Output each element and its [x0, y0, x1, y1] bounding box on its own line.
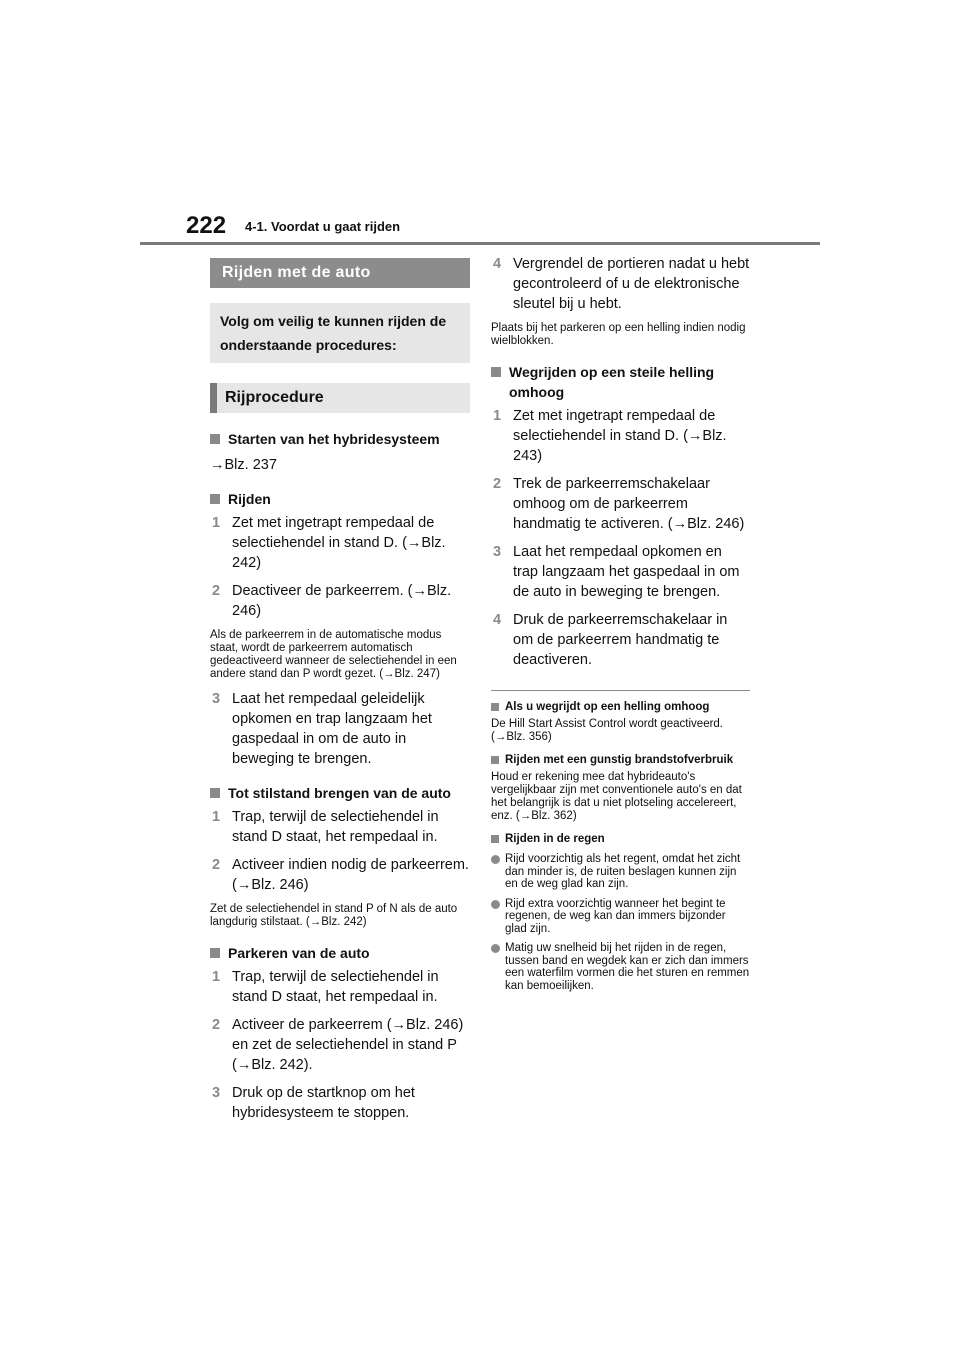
info-text: Houd er rekening mee dat hybrideauto's vergelijkbaar zijn met conventionele auto's en dat het belangrijk is dat u niet plotseling accelereert, enz. (→Blz. 362)	[491, 771, 742, 822]
page-number: 222	[186, 212, 227, 239]
step-number: 1	[212, 809, 221, 825]
note-text: Zet de selectiehendel in stand P of N als de auto langdurig stilstaat. (→Blz. 242)	[210, 903, 458, 928]
round-bullet-icon	[491, 900, 500, 909]
section-banner: Rijprocedure	[210, 383, 470, 413]
step-item	[210, 855, 470, 895]
step-number: 2	[212, 1017, 221, 1033]
step-item	[210, 967, 470, 1007]
step-text: Deactiveer de parkeerrem. (→Blz. 246)	[232, 583, 452, 619]
info-text: De Hill Start Assist Control wordt geactiveerd. (→Blz. 356)	[491, 718, 724, 743]
step-item	[210, 689, 470, 769]
step-item	[491, 254, 750, 314]
step-number: 3	[493, 544, 502, 560]
step-item	[491, 542, 750, 602]
step-item	[210, 1083, 470, 1123]
step-number: 4	[493, 612, 502, 628]
step-text: Trek de parkeerremschakelaar omhoog om de parkeerrem handmatig te activeren. (→Blz. 246)	[513, 476, 745, 532]
square-bullet-icon	[210, 788, 220, 798]
page-reference: →Blz. 237	[210, 457, 277, 473]
bullet-text: Matig uw snelheid bij het rijden in de regen, tussen band en wegdek kan er zich dan immers een waterfilm vormen die het sturen en remmen kan bemoeilijken.	[505, 942, 750, 992]
heading-text: Als u wegrijdt op een helling omhoog	[505, 701, 710, 713]
square-bullet-icon	[491, 367, 501, 377]
step-text: Druk de parkeerremschakelaar in om de parkeerrem handmatig te deactiveren.	[513, 612, 728, 668]
step-number: 1	[212, 969, 221, 985]
step-number: 1	[493, 408, 502, 424]
step-number: 2	[493, 476, 502, 492]
step-number: 2	[212, 583, 221, 599]
step-item	[210, 513, 470, 573]
bullet-item	[491, 942, 750, 992]
step-number: 4	[493, 256, 502, 272]
step-number: 3	[212, 691, 221, 707]
right-column	[491, 254, 750, 992]
step-number: 1	[212, 515, 221, 531]
step-item	[210, 581, 470, 621]
step-text: Zet met ingetrapt rempedaal de selectiehendel in stand D. (→Blz. 243)	[513, 408, 727, 464]
heading-parking	[210, 943, 470, 963]
step-text: Activeer indien nodig de parkeerrem. (→Blz. 246)	[232, 857, 469, 893]
heading-text: Rijden in de regen	[505, 833, 605, 845]
step-text: Zet met ingetrapt rempedaal de selectiehendel in stand D. (→Blz. 242)	[232, 515, 446, 571]
heading-driving	[210, 489, 470, 509]
intro-box: Volg om veilig te kunnen rijden de onderstaande procedures:	[210, 303, 470, 363]
info-divider	[491, 690, 750, 691]
square-bullet-icon	[210, 494, 220, 504]
heading-text: Wegrijden op een steile helling omhoog	[509, 364, 715, 400]
heading-hybrid-start	[210, 429, 470, 449]
round-bullet-icon	[491, 855, 500, 864]
section-title: 4-1. Voordat u gaat rijden	[245, 219, 401, 234]
heading-text: Rijden	[228, 491, 271, 507]
bullet-text: Rijd extra voorzichtig wanneer het begint te regenen, de weg kan dan immers bijzonder glad zijn.	[505, 897, 726, 935]
heading-text: Tot stilstand brengen van de auto	[228, 785, 451, 801]
note-text: Plaats bij het parkeren op een helling indien nodig wielblokken.	[491, 322, 746, 347]
info-heading-fuel	[491, 754, 750, 767]
step-item	[210, 1015, 470, 1075]
header-divider	[140, 242, 820, 245]
heading-text: Starten van het hybridesysteem	[228, 431, 440, 447]
square-bullet-icon	[210, 434, 220, 444]
left-column	[210, 258, 470, 1123]
square-bullet-icon	[491, 756, 499, 764]
bullet-text: Rijd voorzichtig als het regent, omdat het zicht dan minder is, de ruiten beslagen kunnen zijn en de weg glad kan zijn.	[505, 853, 741, 890]
info-heading-rain	[491, 833, 750, 846]
step-text: Activeer de parkeerrem (→Blz. 246) en zet de selectiehendel in stand P (→Blz. 242).	[232, 1017, 464, 1073]
bullet-item	[491, 898, 750, 936]
step-item	[210, 807, 470, 847]
step-item	[491, 610, 750, 670]
heading-stopping	[210, 783, 470, 803]
step-number: 2	[212, 857, 221, 873]
note-text: Als de parkeerrem in de automatische modus staat, wordt de parkeerrem automatisch gedeactiveerd wanneer de selectiehendel in een andere stand dan P wordt gezet. (→Blz. 247)	[210, 629, 457, 680]
square-bullet-icon	[491, 703, 499, 711]
step-item	[491, 406, 750, 466]
step-text: Vergrendel de portieren nadat u hebt gecontroleerd of u de elektronische sleutel bij u hebt.	[513, 256, 750, 312]
round-bullet-icon	[491, 944, 500, 953]
heading-text: Rijden met een gunstig brandstofverbruik	[505, 754, 734, 766]
chapter-banner: Rijden met de auto	[210, 258, 470, 288]
step-number: 3	[212, 1085, 221, 1101]
step-text: Trap, terwijl de selectiehendel in stand D staat, het rempedaal in.	[232, 969, 439, 1005]
heading-hill-start	[491, 362, 750, 402]
step-text: Laat het rempedaal geleidelijk opkomen en trap langzaam het gaspedaal in om de auto in beweging te brengen.	[232, 691, 432, 767]
step-item	[491, 474, 750, 534]
bullet-item	[491, 853, 750, 891]
square-bullet-icon	[491, 835, 499, 843]
step-text: Druk op de startknop om het hybridesysteem te stoppen.	[232, 1085, 415, 1121]
step-text: Trap, terwijl de selectiehendel in stand D staat, het rempedaal in.	[232, 809, 439, 845]
heading-text: Parkeren van de auto	[228, 945, 370, 961]
square-bullet-icon	[210, 948, 220, 958]
info-heading-hill	[491, 701, 750, 714]
step-text: Laat het rempedaal opkomen en trap langzaam het gaspedaal in om de auto in beweging te brengen.	[513, 544, 740, 600]
